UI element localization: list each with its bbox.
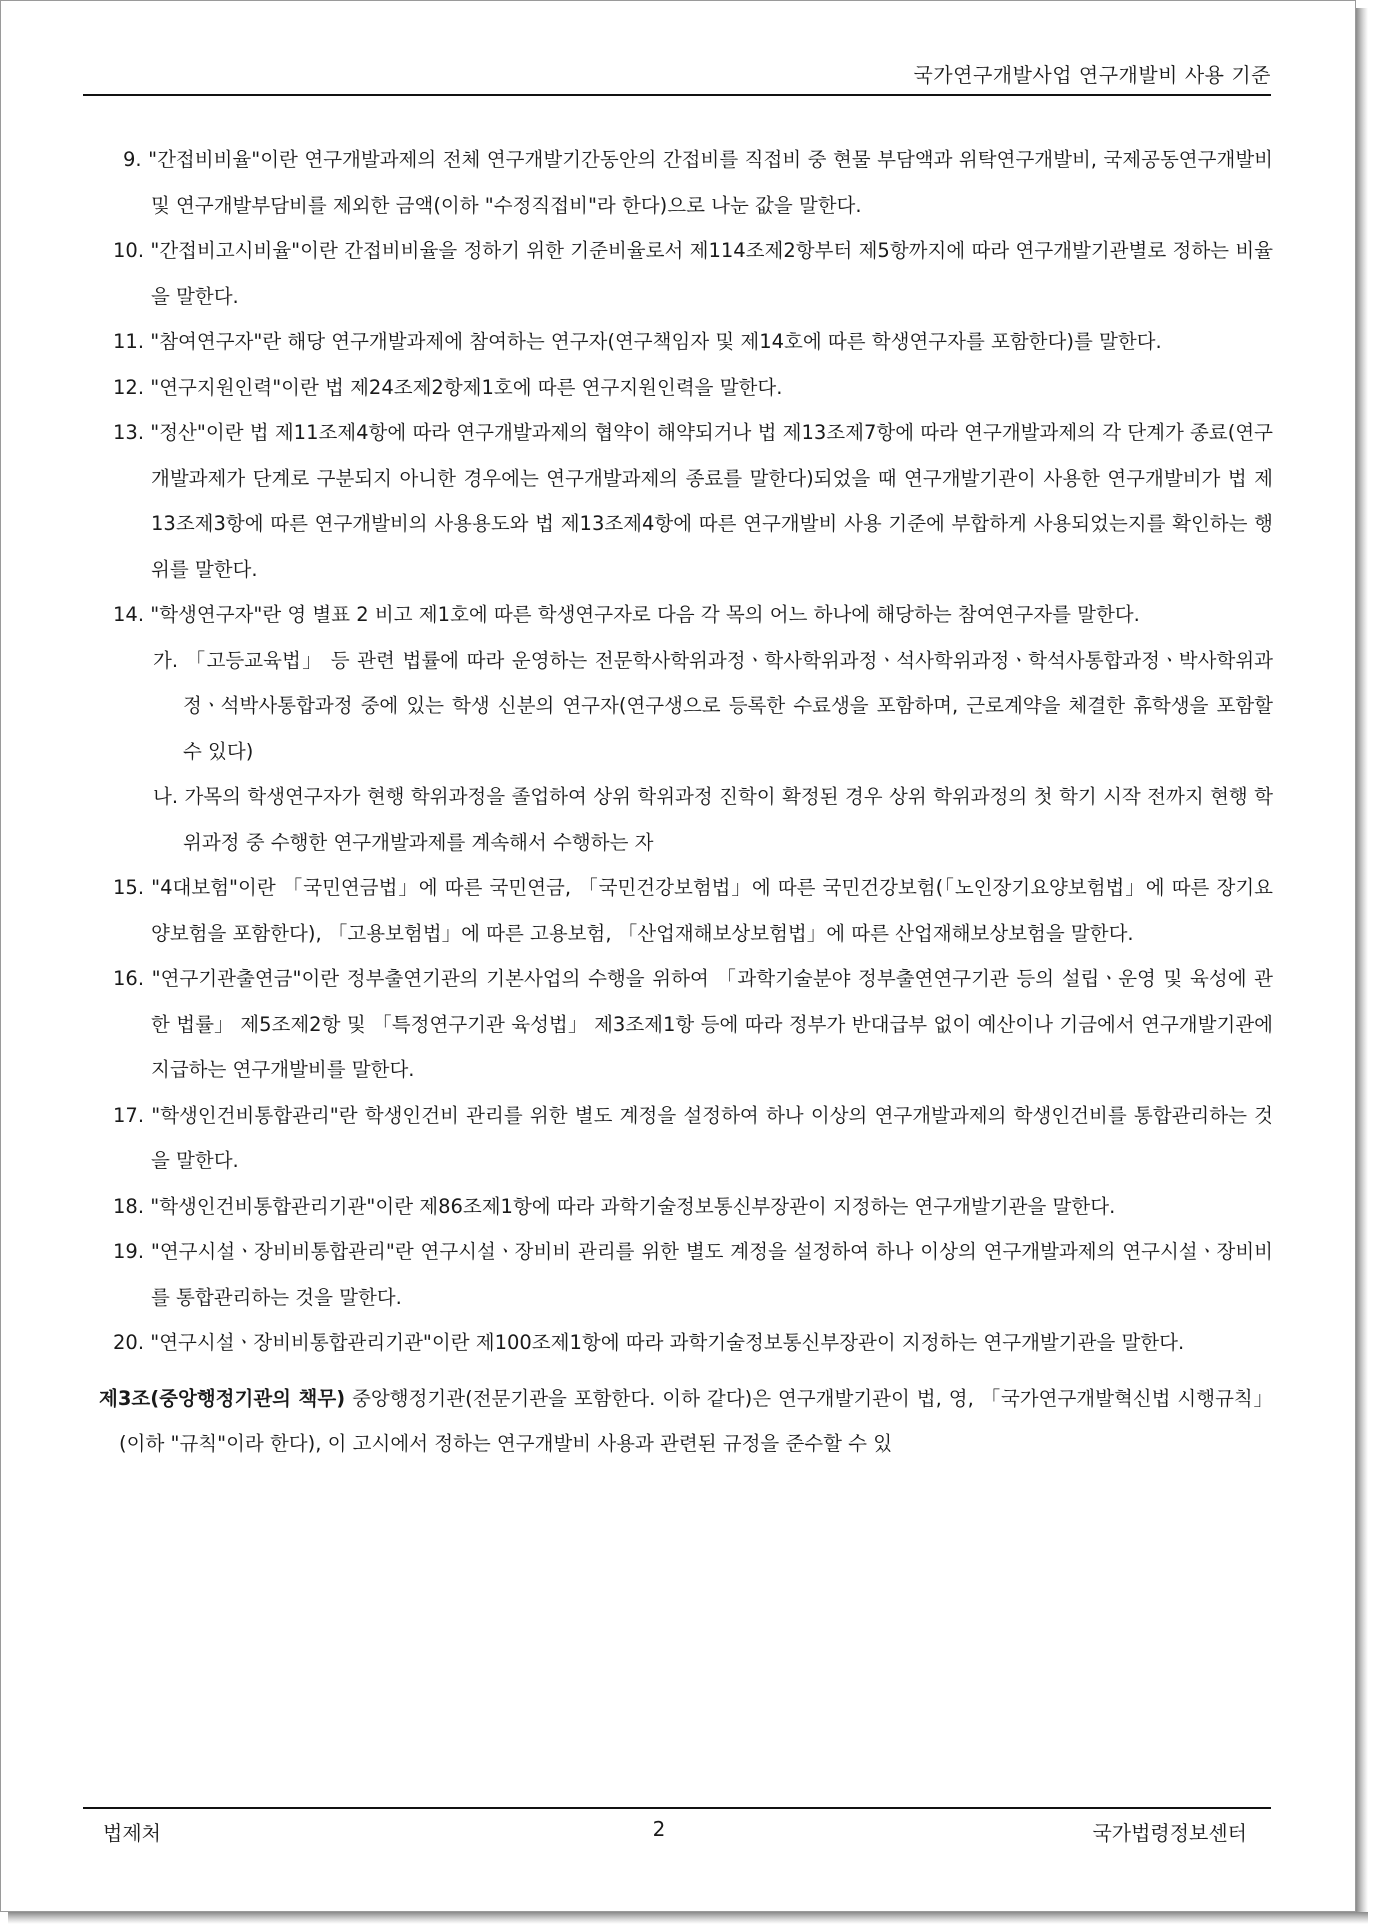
item-text: "간접비고시비율"이란 간접비비율을 정하기 위한 기준비율로서 제114조제2항부터 제5항까지에 따라 연구개발기관별로 정하는 비율을 말한다. <box>150 239 1274 308</box>
footer-divider <box>83 1807 1271 1809</box>
definition-item <box>101 1184 1273 1230</box>
item-text: "4대보험"이란 「국민연금법」에 따른 국민연금, 「국민건강보험법」에 따른 국민건강보험(「노인장기요양보험법」에 따른 장기요양보험을 포함한다), 「고용보험법」에 따른 고용보험, 「산업재해보상보험법」에 따른 산업재해보상보험을 말한다. <box>151 876 1274 945</box>
item-text: 「고등교육법」 등 관련 법률에 따라 운영하는 전문학사학위과정ㆍ학사학위과정ㆍ석사학위과정ㆍ학석사통합과정ㆍ박사학위과정ㆍ석박사통합과정 중에 있는 학생 신분의 연구자(연구생으로 등록한 수료생을 포함하며, 근로계약을 체결한 휴학생을 포함할 수 있다) <box>183 648 1273 763</box>
definition-item <box>101 410 1273 592</box>
item-text: "간접비비율"이란 연구개발과제의 전체 연구개발기간동안의 간접비를 직접비 중 현물 부담액과 위탁연구개발비, 국제공동연구개발비 및 연구개발부담비를 제외한 금액(이하 "수정직접비"라 한다)으로 나눈 값을 말한다. <box>148 148 1273 217</box>
item-number: 12. <box>113 375 145 399</box>
item-text: "학생인건비통합관리기관"이란 제86조제1항에 따라 과학기술정보통신부장관이 지정하는 연구개발기관을 말한다. <box>150 1194 1116 1218</box>
item-text: "연구시설ㆍ장비비통합관리"란 연구시설ㆍ장비비 관리를 위한 별도 계정을 설정하여 하나 이상의 연구개발과제의 연구시설ㆍ장비비를 통합관리하는 것을 말한다. <box>150 1240 1273 1309</box>
page-body <box>101 137 1273 1467</box>
item-text: "참여연구자"란 해당 연구개발과제에 참여하는 연구자(연구책임자 및 제14호에 따른 학생연구자를 포함한다)를 말한다. <box>150 330 1162 353</box>
item-number: 14. <box>113 603 145 626</box>
item-number: 16. <box>113 967 145 990</box>
footer-source: 국가법령정보센터 <box>1092 1821 1247 1845</box>
definition-item <box>101 1093 1273 1184</box>
item-text: "연구기관출연금"이란 정부출연기관의 기본사업의 수행을 위하여 「과학기술분야 정부출연연구기관 등의 설립ㆍ운영 및 육성에 관한 법률」 제5조제2항 및 「특정연구기관 육성법」 제3조제1항 등에 따라 정부가 반대급부 없이 예산이나 기금에서 연구개발기관에 지급하는 연구개발비를 말한다. <box>151 967 1274 1081</box>
item-number: 나. <box>153 785 179 808</box>
item-text: 가목의 학생연구자가 현행 학위과정을 졸업하여 상위 학위과정 진학이 확정된 경우 상위 학위과정의 첫 학기 시작 전까지 현행 학위과정 중 수행한 연구개발과제를 계속해서 수행하는 자 <box>183 785 1273 854</box>
item-number: 10. <box>113 239 145 262</box>
item-number: 20. <box>113 1331 145 1354</box>
definition-item <box>101 137 1273 228</box>
item-number: 11. <box>113 330 145 353</box>
sub-item <box>101 774 1273 865</box>
item-number: 19. <box>113 1240 145 1263</box>
item-number: 18. <box>113 1194 145 1218</box>
definition-item <box>101 592 1273 638</box>
item-text: "학생인건비통합관리"란 학생인건비 관리를 위한 별도 계정을 설정하여 하나 이상의 연구개발과제의 학생인건비를 통합관리하는 것을 말한다. <box>151 1103 1273 1172</box>
item-text: "연구시설ㆍ장비비통합관리기관"이란 제100조제1항에 따라 과학기술정보통신부장관이 지정하는 연구개발기관을 말한다. <box>150 1331 1185 1354</box>
header-divider <box>83 94 1271 96</box>
article-3 <box>99 1376 1273 1467</box>
footer-publisher: 법제처 <box>103 1821 161 1845</box>
running-header: 국가연구개발사업 연구개발비 사용 기준 <box>913 63 1271 87</box>
definition-item <box>101 865 1273 956</box>
page-shadow-right <box>1356 8 1368 1920</box>
definition-item <box>101 319 1273 365</box>
item-text: "연구지원인력"이란 법 제24조제2항제1호에 따른 연구지원인력을 말한다. <box>150 375 783 399</box>
definition-item <box>101 956 1273 1093</box>
item-number: 가. <box>153 648 179 672</box>
article-body: 중앙행정기관(전문기관을 포함한다. 이하 같다)은 연구개발기관이 법, 영, 「국가연구개발혁신법 시행규칙」(이하 "규칙"이라 한다), 이 고시에서 정하는 연구개발비 사용과 관련된 규정을 준수할 수 있 <box>119 1386 1274 1455</box>
item-number: 17. <box>113 1103 145 1127</box>
definition-list <box>101 137 1273 1366</box>
definition-item <box>101 228 1273 319</box>
definition-item <box>101 1320 1273 1366</box>
definition-item <box>101 365 1273 411</box>
article-heading: 제3조(중앙행정기관의 책무) <box>99 1386 346 1410</box>
item-number: 9. <box>123 148 142 171</box>
item-text: "정산"이란 법 제11조제4항에 따라 연구개발과제의 협약이 해약되거나 법 제13조제7항에 따라 연구개발과제의 각 단계가 종료(연구개발과제가 단계로 구분되지 아니한 경우에는 연구개발과제의 종료를 말한다)되었을 때 연구개발기관이 사용한 연구개발비가 법 제13조제3항에 따른 연구개발비의 사용용도와 법 제13조제4항에 따른 연구개발비 사용 기준에 부합하게 사용되었는지를 확인하는 행위를 말한다. <box>150 421 1274 581</box>
item-number: 13. <box>113 421 145 444</box>
page-number: 2 <box>652 1817 666 1841</box>
definition-item <box>101 1229 1273 1320</box>
page-shadow-bottom <box>8 1912 1368 1924</box>
sub-item <box>101 638 1273 775</box>
item-number: 15. <box>113 876 145 899</box>
item-text: "학생연구자"란 영 별표 2 비고 제1호에 따른 학생연구자로 다음 각 목의 어느 하나에 해당하는 참여연구자를 말한다. <box>150 603 1140 626</box>
